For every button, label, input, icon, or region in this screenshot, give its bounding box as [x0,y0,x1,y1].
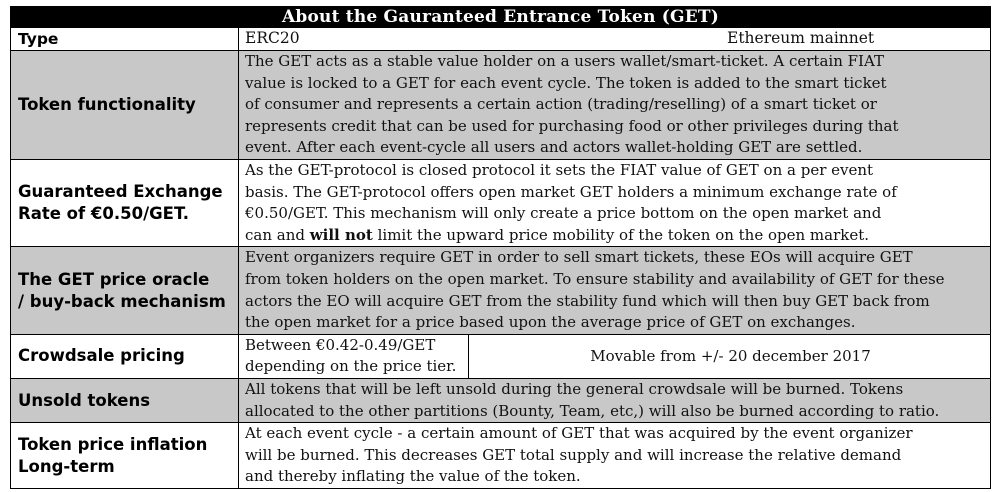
text-line: allocated to the other partitions (Bounty, Team, etc,) will also be burned according to ratio. [245,401,940,420]
inflation-label-line1: Token price inflation [18,434,208,454]
text-line: basis. The GET-protocol offers open market GET holders a minimum exchange rate of [245,182,897,201]
crowdsale-date: Movable from +/- 20 december 2017 [469,334,991,378]
token-standard: ERC20 [245,29,300,48]
text-line [245,225,986,247]
exchange-label-line1: Guaranteed Exchange [18,182,223,202]
crowdsale-row [11,334,991,378]
text-line: Event organizers require GET in order to sell smart tickets, these EOs will acquire GET [245,248,913,267]
token-network: Ethereum mainnet [727,29,875,48]
exchange-label-line2: Rate of €0.50/GET. [18,204,189,224]
oracle-row [11,247,991,334]
text-line: and thereby inflating the value of the token. [245,467,581,486]
oracle-label-line2: / buy-back mechanism [18,291,226,311]
crowdsale-label: Crowdsale pricing [11,334,239,378]
text-fragment: limit the upward price mobility of the token on the open market. [372,225,870,244]
oracle-text [239,247,991,334]
text-line: actors the EO will acquire GET from the stability fund which will then buy GET back from [245,291,930,310]
inflation-text [239,423,991,489]
crowdsale-price-line1: Between €0.42-0.49/GET [245,335,436,354]
text-line: represents credit that can be used for purchasing food or other privileges during that [245,116,899,135]
text-line: As the GET-protocol is closed protocol it sets the FIAT value of GET on a per event [245,160,874,179]
get-token-table [10,6,991,489]
get-token-table-container [10,6,990,489]
inflation-row [11,423,991,489]
emphasis-will-not: will not [309,225,373,244]
oracle-label-line1: The GET price oracle [18,269,210,289]
inflation-label-line2: Long-term [18,456,115,476]
type-value [239,28,991,51]
type-row [11,28,991,51]
unsold-label: Unsold tokens [11,378,239,422]
exchange-label [11,159,239,246]
text-line: event. After each event-cycle all users and actors wallet-holding GET are settled. [245,138,863,157]
text-line: from token holders on the open market. To ensure stability and availability of GET for these [245,269,945,288]
functionality-text [239,51,991,160]
table-title: About the Gauranteed Entrance Token (GET) [11,7,991,28]
text-line: of consumer and represents a certain action (trading/reselling) of a smart ticket or [245,95,877,114]
exchange-row [11,159,991,246]
table-title-row [11,7,991,28]
text-line: All tokens that will be left unsold during the general crowdsale will be burned. Tokens [245,379,904,398]
text-line: the open market for a price based upon the average price of GET on exchanges. [245,313,856,332]
type-label: Type [11,28,239,51]
text-line: The GET acts as a stable value holder on a users wallet/smart-ticket. A certain FIAT [245,52,884,70]
inflation-label [11,423,239,489]
oracle-label [11,247,239,334]
text-line: €0.50/GET. This mechanism will only create a price bottom on the open market and [245,204,882,223]
crowdsale-price [239,334,469,378]
functionality-row [11,51,991,160]
crowdsale-price-line2: depending on the price tier. [245,357,457,376]
text-line: will be burned. This decreases GET total supply and will increase the relative demand [245,445,902,464]
unsold-row [11,378,991,422]
text-line: At each event cycle - a certain amount of GET that was acquired by the event organizer [245,424,913,443]
unsold-text [239,378,991,422]
text-line: value is locked to a GET for each event cycle. The token is added to the smart ticket [245,73,887,92]
exchange-text [239,159,991,246]
functionality-label: Token functionality [11,51,239,160]
text-fragment: can and [245,225,310,244]
